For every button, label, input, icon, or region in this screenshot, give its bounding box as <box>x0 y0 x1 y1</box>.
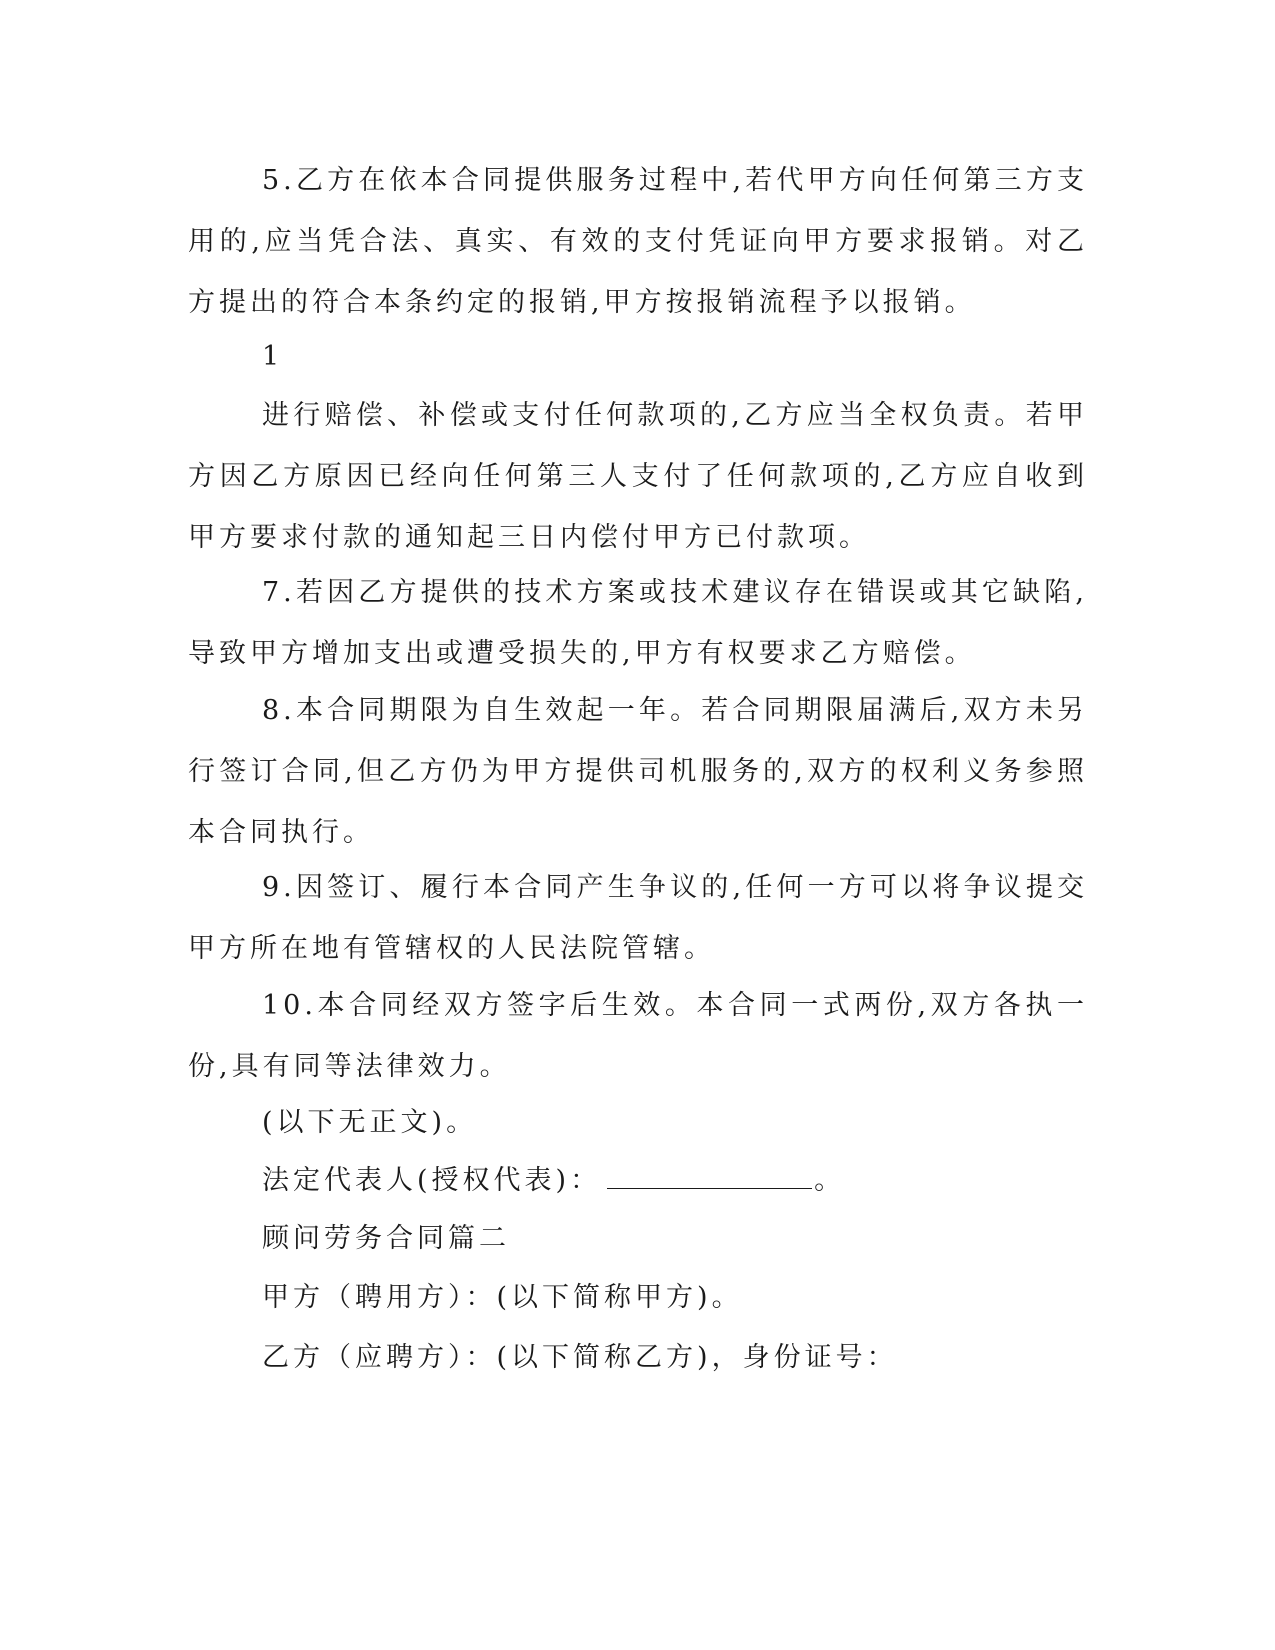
signature-blank <box>607 1162 812 1189</box>
clause-9-paragraph: 9.因签订、履行本合同产生争议的,任何一方可以将争议提交甲方所在地有管辖权的人民法院管辖。 <box>188 872 1088 964</box>
clause-10-paragraph: 10.本合同经双方签字后生效。本合同一式两份,双方各执一份,具有同等法律效力。 <box>188 990 1088 1082</box>
legal-representative-label: 法定代表人(授权代表)： <box>262 1165 602 1196</box>
no-further-text-line: (以下无正文)。 <box>262 1107 478 1138</box>
clause-8-paragraph: 8.本合同期限为自生效起一年。若合同期限届满后,双方未另行签订合同,但乙方仍为甲方提供司机服务的,双方的权利义务参照本合同执行。 <box>188 695 1088 848</box>
clause-6-continuation-paragraph: 进行赔偿、补偿或支付任何款项的,乙方应当全权负责。若甲方因乙方原因已经向任何第三人支付了任何款项的,乙方应自收到甲方要求付款的通知起三日内偿付甲方已付款项。 <box>188 400 1088 553</box>
party-a-line: 甲方（聘用方）：(以下简称甲方)。 <box>262 1282 743 1313</box>
page-number-marker: 1 <box>262 341 284 372</box>
legal-representative-end: 。 <box>814 1165 846 1196</box>
section-title: 顾问劳务合同篇二 <box>262 1223 510 1254</box>
legal-representative-line <box>262 1161 845 1201</box>
party-b-line: 乙方（应聘方）：(以下简称乙方)，身份证号： <box>262 1342 898 1373</box>
clause-5-paragraph: 5.乙方在依本合同提供服务过程中,若代甲方向任何第三方支用的,应当凭合法、真实、有效的支付凭证向甲方要求报销。对乙方提出的符合本条约定的报销,甲方按报销流程予以报销。 <box>188 165 1088 318</box>
clause-7-paragraph: 7.若因乙方提供的技术方案或技术建议存在错误或其它缺陷,导致甲方增加支出或遭受损失的,甲方有权要求乙方赔偿。 <box>188 577 1088 669</box>
